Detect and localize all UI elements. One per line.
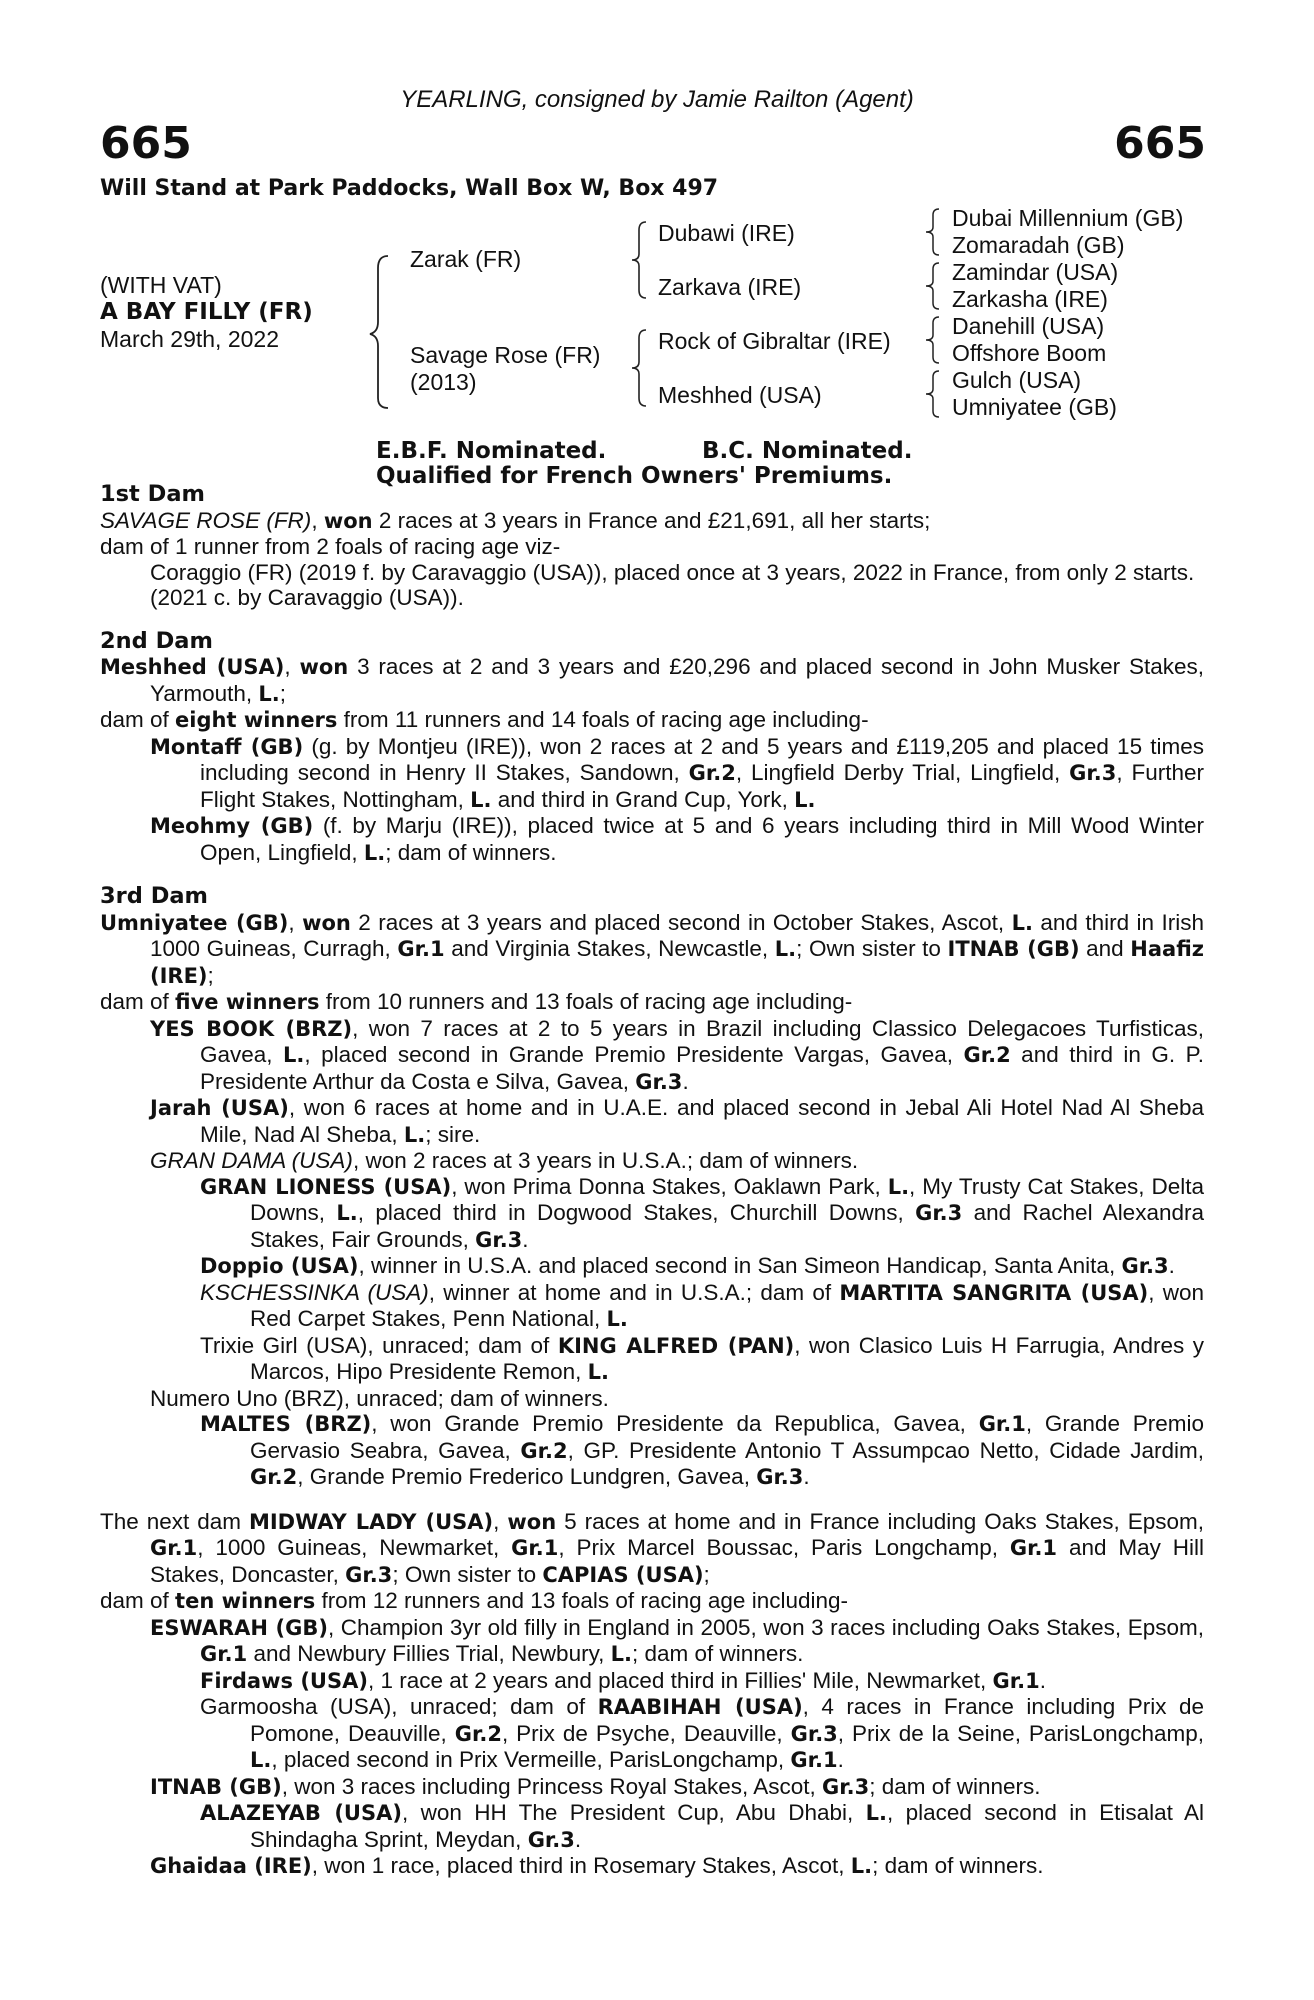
produce-item: Montaff (GB) (g. by Montjeu (IRE)), won 2 races at 2 and 5 years and £119,205 and placed 15 times including second in Henry II Stakes, Sandown, Gr.2, Lingfield Derby Trial, Lingfield, Gr.3, Further Flight Stakes, Nottingham, L. and third in Grand Cup, York, L.	[150, 733, 1205, 812]
pedigree-brace-g3-4	[924, 368, 944, 420]
pedigree-brace-main	[368, 252, 394, 412]
bc-nominated: B.C. Nominated.	[702, 438, 913, 464]
produce-item: Firdaws (USA), 1 race at 2 years and placed third in Fillies' Mile, Newmarket, Gr.1.	[200, 1667, 1046, 1693]
pedigree-gen3-5: Danehill (USA)	[952, 313, 1105, 339]
pedigree-gen3-4: Zarkasha (IRE)	[952, 286, 1108, 312]
first-dam-record: SAVAGE ROSE (FR), won 2 races at 3 years in France and £21,691, all her starts;	[100, 507, 931, 533]
horse-dob: March 29th, 2022	[100, 326, 280, 352]
pedigree-brace-g3-1	[924, 206, 944, 258]
stand-location: Will Stand at Park Paddocks, Wall Box W, Box 497	[100, 176, 719, 201]
pedigree-brace-sire	[630, 218, 652, 302]
produce-item: KSCHESSINKA (USA), winner at home and in U.S.A.; dam of MARTITA SANGRITA (USA), won Red Carpet Stakes, Penn National, L.	[200, 1279, 1205, 1331]
first-dam-section	[100, 482, 1204, 611]
ebf-nominated: E.B.F. Nominated.	[376, 438, 607, 464]
second-dam-record: Meshhed (USA), won 3 races at 2 and 3 years and £20,296 and placed second in John Musker Stakes, Yarmouth, L.;	[100, 654, 1204, 706]
produce-item: Jarah (USA), won 6 races at home and in U.A.E. and placed second in Jebal Ali Hotel Nad Al Sheba Mile, Nad Al Sheba, L.; sire.	[150, 1095, 1204, 1147]
produce-item: Garmoosha (USA), unraced; dam of RAABIHAH (USA), 4 races in France including Prix de Pomone, Deauville, Gr.2, Prix de Psyche, Deauville, Gr.3, Prix de la Seine, ParisLongchamp, L., placed second in Prix Vermeille, ParisLongchamp, Gr.1.	[200, 1694, 1205, 1772]
next-dam-record: The next dam MIDWAY LADY (USA), won 5 races at home and in France including Oaks Stakes, Epsom, Gr.1, 1000 Guineas, Newmarket, Gr.1, Prix Marcel Boussac, Paris Longchamp, Gr.1 and May Hill Stakes, Doncaster, Gr.3; Own sister to CAPIAS (USA);	[100, 1508, 1205, 1587]
produce-item: Numero Uno (BRZ), unraced; dam of winners.	[150, 1385, 609, 1411]
pedigree-gen3-6: Offshore Boom	[952, 340, 1107, 366]
pedigree-gen2-2: Zarkava (IRE)	[658, 274, 802, 300]
french-premiums: Qualified for French Owners' Premiums.	[376, 463, 893, 489]
pedigree-brace-g3-2	[924, 260, 944, 312]
pedigree-gen3-2: Zomaradah (GB)	[952, 232, 1125, 258]
pedigree-gen2-3: Rock of Gibraltar (IRE)	[658, 328, 891, 354]
produce-item: YES BOOK (BRZ), won 7 races at 2 to 5 years in Brazil including Classico Delegacoes Turfisticas, Gavea, L., placed second in Grande Premio Presidente Vargas, Gavea, Gr.2 and third in G. P. Presidente Arthur da Costa e Silva, Gavea, Gr.3.	[150, 1015, 1204, 1094]
pedigree-gen3-1: Dubai Millennium (GB)	[952, 205, 1184, 231]
produce-item: ALAZEYAB (USA), won HH The President Cup, Abu Dhabi, L., placed second in Etisalat Al Shindagha Sprint, Meydan, Gr.3.	[200, 1800, 1204, 1852]
third-dam-heading: 3rd Dam	[100, 883, 208, 909]
pedigree-sire: Zarak (FR)	[410, 246, 522, 272]
consignor-line: YEARLING, consigned by Jamie Railton (Agent)	[400, 86, 914, 113]
third-dam-record: Umniyatee (GB), won 2 races at 3 years and placed second in October Stakes, Ascot, L. and third in Irish 1000 Guineas, Curragh, Gr.1 and Virginia Stakes, Newcastle, L.; Own sister to ITNAB (GB) and Haafiz (IRE);	[100, 909, 1205, 988]
produce-item: Coraggio (FR) (2019 f. by Caravaggio (USA)), placed once at 3 years, 2022 in France, from only 2 starts.	[150, 559, 1195, 585]
third-dam-section	[100, 884, 1204, 1491]
next-dam-produce: dam of ten winners from 12 runners and 13 foals of racing age including-	[100, 1588, 849, 1613]
third-dam-produce: dam of five winners from 10 runners and 13 foals of racing age including-	[100, 989, 853, 1014]
produce-item: Ghaidaa (IRE), won 1 race, placed third in Rosemary Stakes, Ascot, L.; dam of winners.	[150, 1853, 1044, 1878]
pedigree-gen3-7: Gulch (USA)	[952, 367, 1082, 393]
first-dam-heading: 1st Dam	[100, 481, 205, 507]
produce-item: Doppio (USA), winner in U.S.A. and placed second in San Simeon Handicap, Santa Anita, Gr.3.	[200, 1253, 1175, 1278]
second-dam-produce: dam of eight winners from 11 runners and 14 foals of racing age including-	[100, 707, 869, 732]
pedigree-dam: Savage Rose (FR)	[410, 342, 601, 368]
produce-record	[100, 482, 1204, 1898]
pedigree-gen3-8: Umniyatee (GB)	[952, 394, 1117, 420]
second-dam-section	[100, 629, 1204, 867]
next-dam-section	[100, 1509, 1204, 1880]
pedigree-gen3-3: Zamindar (USA)	[952, 259, 1119, 285]
pedigree-dam-year: (2013)	[410, 369, 477, 395]
produce-item: (2021 c. by Caravaggio (USA)).	[150, 585, 464, 610]
second-dam-heading: 2nd Dam	[100, 627, 213, 654]
produce-item: ESWARAH (GB), Champion 3yr old filly in England in 2005, won 3 races including Oaks Stakes, Epsom, Gr.1 and Newbury Fillies Trial, Newbury, L.; dam of winners.	[150, 1614, 1204, 1666]
lot-number-right: 665	[1114, 118, 1206, 169]
pedigree-gen2-1: Dubawi (IRE)	[658, 220, 795, 246]
produce-item: Trixie Girl (USA), unraced; dam of KING ALFRED (PAN), won Clasico Luis H Farrugia, Andres y Marcos, Hipo Presidente Remon, L.	[200, 1332, 1204, 1384]
produce-item: GRAN LIONESS (USA), won Prima Donna Stakes, Oaklawn Park, L., My Trusty Cat Stakes, Delta Downs, L., placed third in Dogwood Stakes, Churchill Downs, Gr.3 and Rachel Alexandra Stakes, Fair Grounds, Gr.3.	[200, 1173, 1204, 1252]
horse-name: A BAY FILLY (FR)	[100, 299, 313, 325]
lot-number-left: 665	[100, 118, 192, 169]
pedigree-gen2-4: Meshhed (USA)	[658, 382, 822, 408]
pedigree-brace-dam	[630, 326, 652, 410]
produce-item: ITNAB (GB), won 3 races including Princess Royal Stakes, Ascot, Gr.3; dam of winners.	[150, 1773, 1041, 1799]
vat-note: (WITH VAT)	[100, 272, 222, 298]
produce-item: GRAN DAMA (USA), won 2 races at 3 years in U.S.A.; dam of winners.	[150, 1148, 859, 1173]
pedigree-brace-g3-3	[924, 314, 944, 366]
produce-item: MALTES (BRZ), won Grande Premio Presidente da Republica, Gavea, Gr.1, Grande Premio Gervasio Seabra, Gavea, Gr.2, GP. Presidente Antonio T Assumpcao Netto, Cidade Jardim, Gr.2, Grande Premio Frederico Lundgren, Gavea, Gr.3.	[200, 1411, 1205, 1489]
produce-item: Meohmy (GB) (f. by Marju (IRE)), placed twice at 5 and 6 years including third in Mill Wood Winter Open, Lingfield, L.; dam of winners.	[150, 813, 1204, 865]
first-dam-produce: dam of 1 runner from 2 foals of racing age viz-	[100, 534, 561, 559]
